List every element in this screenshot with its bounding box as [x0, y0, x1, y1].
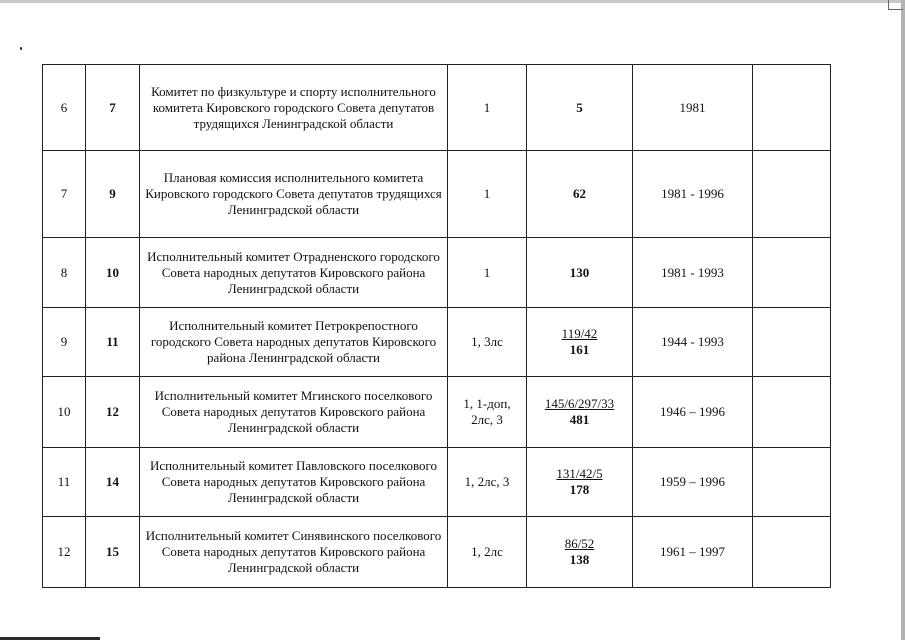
row-number: 9 — [60, 334, 68, 349]
inventory-line: 2лс, 3 — [471, 412, 503, 427]
row-number: 11 — [57, 474, 71, 489]
table-row — [43, 151, 831, 238]
fund-name: Исполнительный комитет Мгинского поселкового Совета народных депутатов Кировского района Ленинградской области — [154, 388, 433, 435]
note-cell — [753, 517, 831, 588]
date-range: 1944 - 1993 — [661, 334, 724, 349]
inventory-cell — [448, 151, 527, 238]
row-number-cell — [43, 308, 86, 377]
row-number-cell — [43, 448, 86, 517]
date-range: 1981 - 1996 — [661, 186, 724, 201]
years-cell — [633, 151, 753, 238]
fund-name: Плановая комиссия исполнительного комитета Кировского городского Совета депутатов трудящихся Ленинградской области — [145, 170, 442, 217]
fund-name: Исполнительный комитет Павловского поселкового Совета народных депутатов Кировского района Ленинградской области — [149, 458, 438, 505]
units-breakdown: 131/42/5 — [556, 466, 603, 481]
years-cell — [633, 308, 753, 377]
table-row — [43, 65, 831, 151]
row-number-cell — [43, 65, 86, 151]
fund-number-cell — [86, 308, 140, 377]
date-range: 1981 — [679, 99, 706, 115]
units-breakdown: 119/42 — [561, 326, 598, 341]
inventory-line: 1, 3лс — [471, 334, 503, 349]
units-total: 178 — [569, 482, 590, 497]
years-cell — [633, 238, 753, 308]
fund-name-cell — [140, 65, 448, 151]
scan-top-edge — [0, 0, 905, 3]
table-row — [43, 448, 831, 517]
fund-name: Комитет по физкультуре и спорту исполнительного комитета Кировского городского Совета депутатов трудящихся Ленинградской области — [151, 83, 436, 131]
fund-name-cell — [140, 448, 448, 517]
fund-name-cell — [140, 238, 448, 308]
fund-name: Исполнительный комитет Отрадненского городского Совета народных депутатов Кировского района Ленинградской области — [147, 248, 440, 296]
storage-units-cell — [527, 377, 633, 448]
row-number-cell — [43, 238, 86, 308]
storage-units-cell — [527, 65, 633, 151]
fund-number-cell — [86, 448, 140, 517]
fund-name-cell — [140, 151, 448, 238]
inventory-cell — [448, 517, 527, 588]
fund-name-cell — [140, 377, 448, 448]
storage-units-cell — [527, 151, 633, 238]
note-cell — [753, 238, 831, 308]
date-range: 1946 – 1996 — [660, 404, 725, 419]
fund-number: 7 — [109, 99, 116, 115]
row-number-cell — [43, 377, 86, 448]
note-cell — [753, 65, 831, 151]
storage-units-cell — [527, 517, 633, 588]
inventory-line: 1 — [483, 186, 491, 201]
storage-units-cell — [527, 448, 633, 517]
date-range: 1959 – 1996 — [660, 474, 725, 489]
row-number-cell — [43, 517, 86, 588]
fund-name: Исполнительный комитет Синявинского поселкового Совета народных депутатов Кировского района Ленинградской области — [145, 528, 442, 575]
fund-number-cell — [86, 151, 140, 238]
inventory-cell — [448, 65, 527, 151]
units-total: 138 — [569, 552, 590, 567]
inventory-line: 1, 2лс, 3 — [464, 474, 510, 489]
fund-number: 12 — [106, 404, 119, 419]
fund-number: 11 — [106, 334, 119, 349]
inventory-line: 1, 1-доп, — [463, 396, 511, 411]
note-cell — [753, 308, 831, 377]
date-range: 1981 - 1993 — [661, 264, 724, 280]
fund-number: 10 — [106, 264, 119, 280]
row-number: 8 — [60, 264, 68, 280]
scan-speck — [20, 47, 22, 50]
scan-corner-mark — [888, 0, 903, 10]
row-number: 7 — [60, 186, 68, 201]
fund-number: 14 — [106, 474, 119, 489]
scan-right-edge — [901, 0, 905, 640]
note-cell — [753, 377, 831, 448]
note-cell — [753, 151, 831, 238]
note-cell — [753, 448, 831, 517]
units-breakdown: 86/52 — [564, 536, 595, 551]
table-body — [43, 65, 831, 588]
units-total: 130 — [569, 264, 590, 280]
years-cell — [633, 377, 753, 448]
row-number: 6 — [60, 99, 68, 115]
fund-name-cell — [140, 517, 448, 588]
years-cell — [633, 65, 753, 151]
fund-number: 15 — [106, 544, 119, 559]
inventory-cell — [448, 377, 527, 448]
date-range: 1961 – 1997 — [660, 544, 725, 559]
row-number-cell — [43, 151, 86, 238]
row-number: 12 — [57, 544, 71, 559]
units-total: 161 — [569, 342, 590, 357]
units-total: 5 — [576, 99, 583, 115]
units-total: 62 — [573, 186, 586, 201]
fund-number-cell — [86, 517, 140, 588]
years-cell — [633, 517, 753, 588]
fund-number-cell — [86, 65, 140, 151]
inventory-cell — [448, 448, 527, 517]
fund-registry-table — [42, 64, 831, 588]
units-breakdown: 145/6/297/33 — [544, 396, 615, 411]
fund-number-cell — [86, 377, 140, 448]
table-row — [43, 517, 831, 588]
inventory-line: 1, 2лс — [471, 544, 503, 559]
inventory-line: 1 — [483, 264, 491, 280]
fund-number-cell — [86, 238, 140, 308]
inventory-cell — [448, 238, 527, 308]
fund-number: 9 — [109, 186, 116, 201]
fund-name-cell — [140, 308, 448, 377]
row-number: 10 — [57, 404, 71, 419]
storage-units-cell — [527, 308, 633, 377]
storage-units-cell — [527, 238, 633, 308]
years-cell — [633, 448, 753, 517]
table-row — [43, 238, 831, 308]
table-row — [43, 377, 831, 448]
units-total: 481 — [569, 412, 590, 427]
inventory-cell — [448, 308, 527, 377]
inventory-line: 1 — [483, 99, 491, 115]
fund-name: Исполнительный комитет Петрокрепостного городского Совета народных депутатов Кировского района Ленинградской области — [150, 318, 437, 365]
table-row — [43, 308, 831, 377]
